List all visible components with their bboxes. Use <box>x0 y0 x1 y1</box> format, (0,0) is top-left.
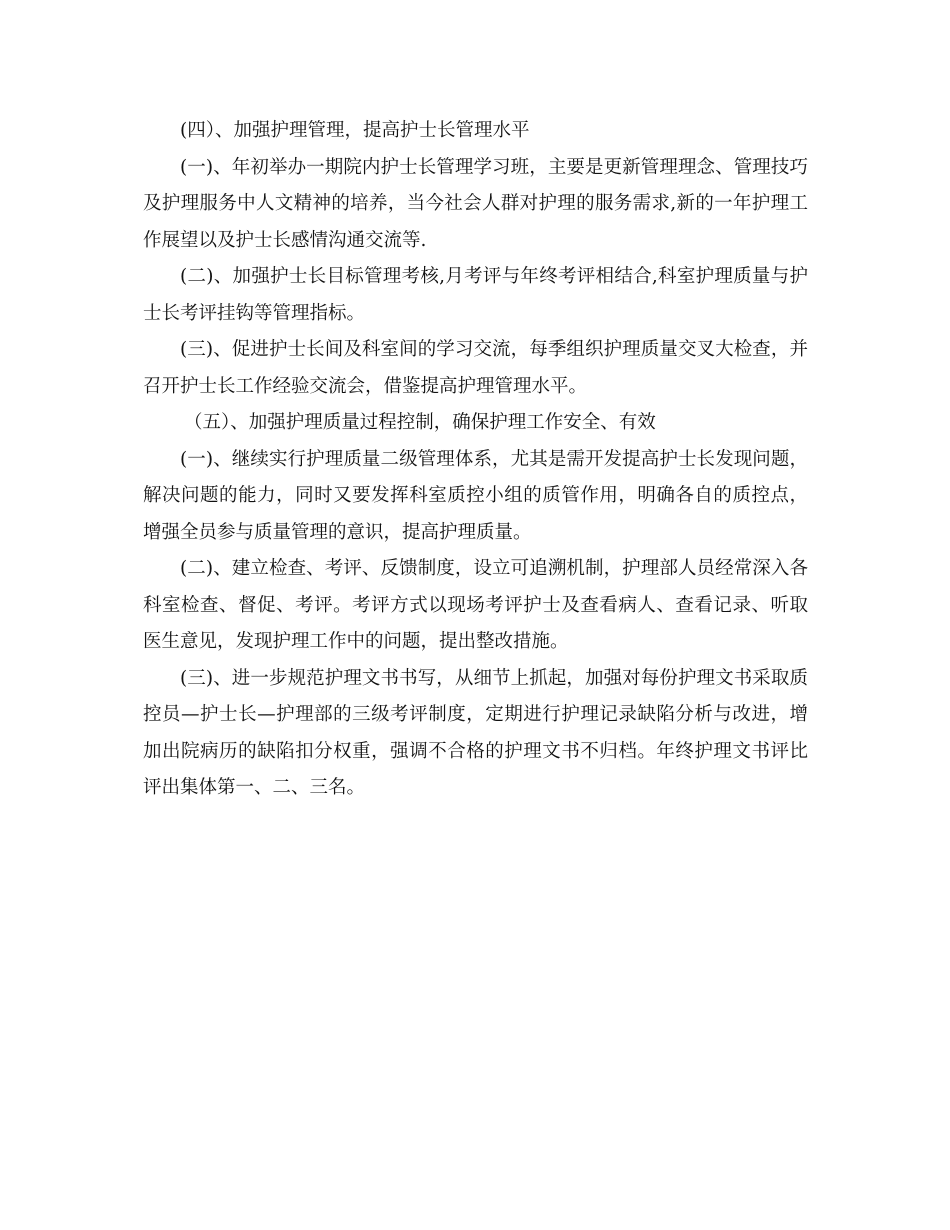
section-heading-5: （五）、加强护理质量过程控制，确保护理工作安全、有效 <box>184 412 656 433</box>
paragraph-5-1: (一)、继续实行护理质量二级管理体系，尤其是需开发提高护士长发现问题，解决问题的能力，同时又要发挥科室质控小组的质管作用，明确各自的质控点，增强全员参与质量管理的意识，提高护理质量。 <box>143 448 808 543</box>
document-body <box>143 113 808 807</box>
section-heading-4: (四）、加强护理管理，提高护士长管理水平 <box>180 120 530 141</box>
paragraph-5-2: (二)、建立检查、考评、反馈制度，设立可追溯机制，护理部人员经常深入各科室检查、督促、考评。考评方式以现场考评护士及查看病人、查看记录、听取医生意见，发现护理工作中的问题，提出整改措施。 <box>143 558 808 652</box>
paragraph-4-2: (二)、加强护士长目标管理考核,月考评与年终考评相结合,科室护理质量与护士长考评挂钩等管理指标。 <box>143 266 808 324</box>
paragraph-4-1: (一)、年初举办一期院内护士长管理学习班，主要是更新管理理念、管理技巧及护理服务中人文精神的培养，当今社会人群对护理的服务需求,新的一年护理工作展望以及护士长感情沟通交流等. <box>143 156 808 251</box>
paragraph-5-3: (三)、进一步规范护理文书书写，从细节上抓起，加强对每份护理文书采取质控员—护士长—护理部的三级考评制度，定期进行护理记录缺陷分析与改进，增加出院病历的缺陷扣分权重，强调不合格的护理文书不归档。年终护理文书评比评出集体第一、二、三名。 <box>143 667 808 798</box>
paragraph-4-3: (三)、促进护士长间及科室间的学习交流，每季组织护理质量交叉大检查，并召开护士长工作经验交流会，借鉴提高护理管理水平。 <box>143 339 808 397</box>
